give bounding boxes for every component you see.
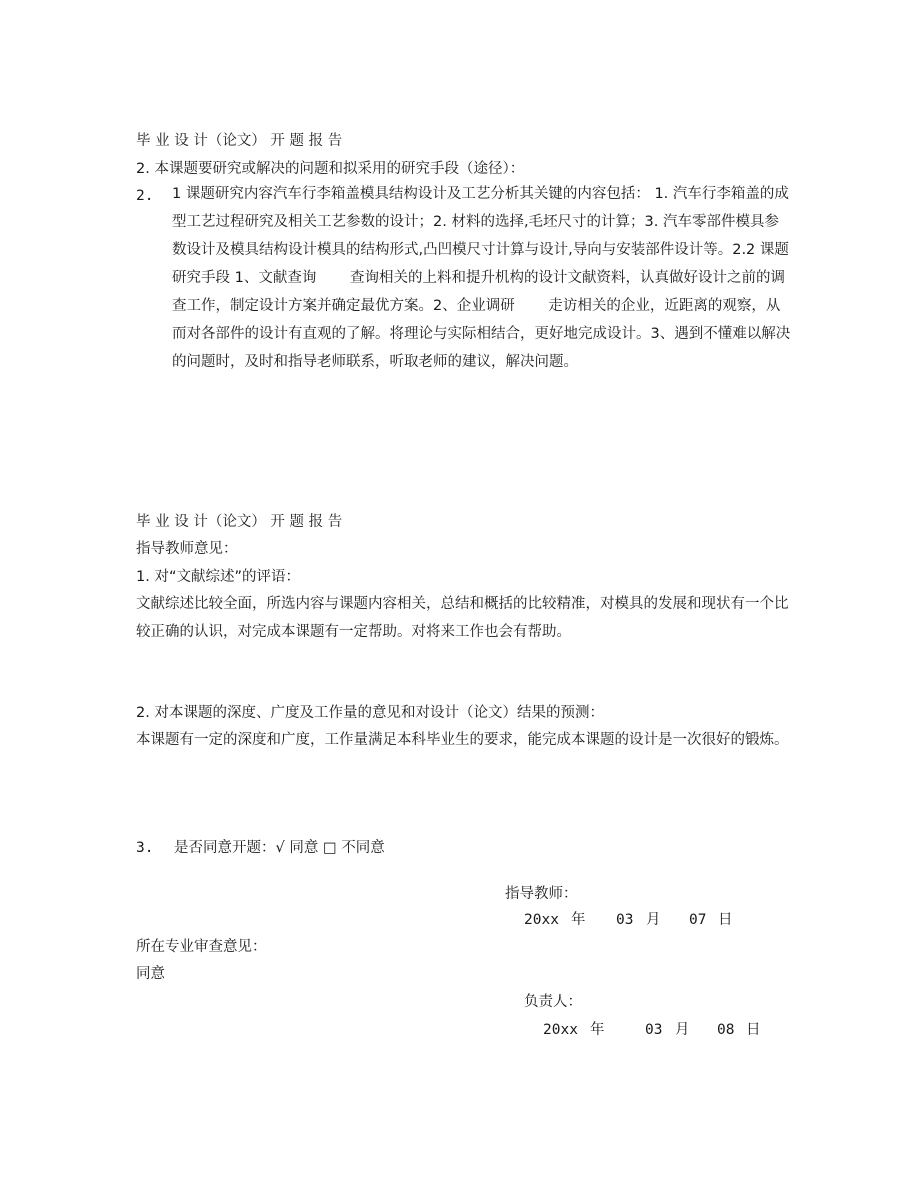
head-date-day: 08 [717, 1022, 735, 1038]
depth-breadth-title: 2. 对本课题的深度、广度及工作量的意见和对设计（论文）结果的预测： [136, 705, 604, 721]
head-date-year-unit: 年 [590, 1022, 605, 1038]
agree-question-number: 3. [136, 840, 154, 856]
major-review-label: 所在专业审查意见： [136, 939, 267, 955]
advisor-date-day: 07 [689, 912, 707, 928]
agree-question-text: 是否同意开题：√ 同意 □ 不同意 [174, 840, 385, 856]
report-heading-2: 毕 业 设 计（论文） 开 题 报 告 [136, 514, 343, 530]
head-sign-label: 负责人： [524, 994, 582, 1010]
head-date-year: 20xx [543, 1022, 578, 1038]
item-number: 2. [136, 188, 154, 204]
head-date-month-unit: 月 [675, 1022, 690, 1038]
research-content-paragraph: 1 课题研究内容汽车行李箱盖模具结构设计及工艺分析其关键的内容包括： 1. 汽车行李箱盖的成型工艺过程研究及相关工艺参数的设计；2. 材料的选择,毛坯尺寸的计算；3. 汽车零部件模具参数设计及模具结构设计模具的结构形式,凸凹模尺寸计算与设计,导向与安装部件设计等。2.2 课题研究手段 1、文献查询 查询相关的上料和提升机构的设计文献资料，认真做好设计之前的调查工作，制定设计方案并确定最优方案。2、企业调研 走访相关的企业，近距离的观察，从而对各部件的设计有直观的了解。将理论与实际相结合，更好地完成设计。3、遇到不懂难以解决的问题时，及时和指导老师联系，听取老师的建议，解决问题。 [172, 186, 791, 370]
depth-breadth-body: 本课题有一定的深度和广度，工作量满足本科毕业生的要求，能完成本课题的设计是一次很好的锻炼。 [136, 732, 789, 748]
advisor-sign-label: 指导教师： [505, 886, 578, 902]
advisor-date-month: 03 [616, 912, 634, 928]
question-2-title: 2. 本课题要研究或解决的问题和拟采用的研究手段（途径）： [136, 161, 525, 177]
head-date-day-unit: 日 [746, 1022, 761, 1038]
advisor-date-day-unit: 日 [718, 912, 733, 928]
literature-review-comment-body: 文献综述比较全面，所选内容与课题内容相关，总结和概括的比较精准，对模具的发展和现状有一个比较正确的认识，对完成本课题有一定帮助。对将来工作也会有帮助。 [136, 596, 789, 640]
literature-review-comment-title: 1. 对“文献综述”的评语： [136, 569, 300, 585]
advisor-date-year: 20xx [524, 912, 559, 928]
head-date-month: 03 [645, 1022, 663, 1038]
advisor-date-year-unit: 年 [571, 912, 586, 928]
report-heading-1: 毕 业 设 计（论文） 开 题 报 告 [136, 133, 343, 149]
major-review-value: 同意 [136, 966, 165, 982]
advisor-date-month-unit: 月 [646, 912, 661, 928]
advisor-opinion-label: 指导教师意见： [136, 541, 238, 557]
